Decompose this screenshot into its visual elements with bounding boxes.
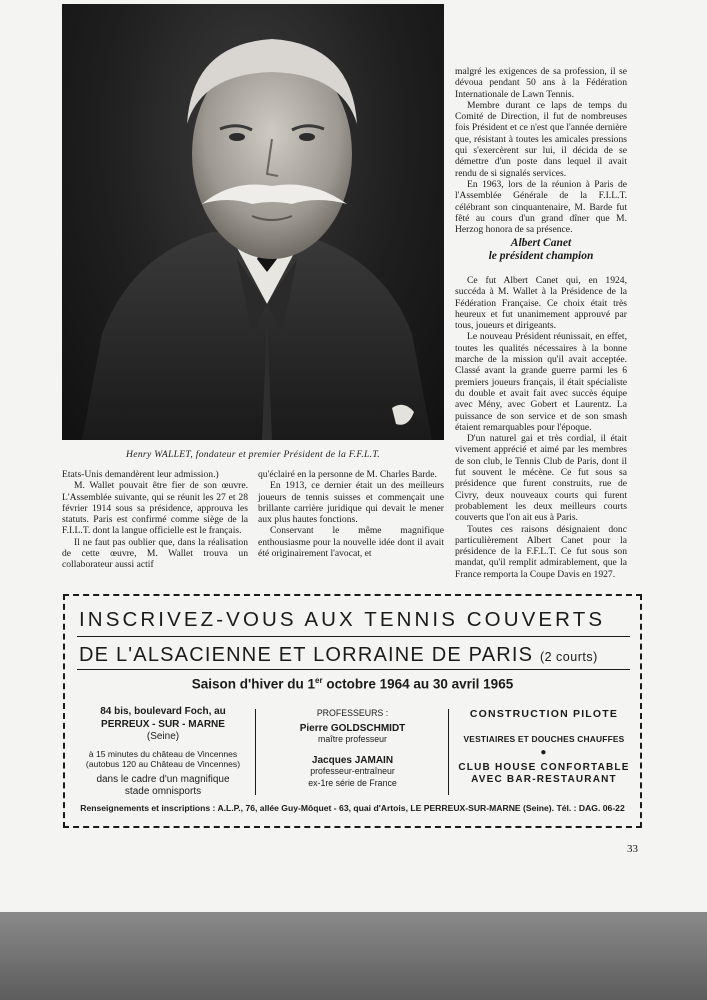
ad-season [65,676,640,692]
ad-teacher-title: professeur-entraîneur [310,766,395,776]
paragraph: D'un naturel gai et très cordial, il était vivement apprécié et aimé par les membres de son club, le Tennis Club de Paris, dont il fut souvent le mécène. Ce fut sous sa présidence que furent construits, rue de Civry, deux nouveaux courts qui furent probablement les deux meilleurs courts couverts que l'on ait eus à Paris. [455,433,627,524]
paragraph: Il ne faut pas oublier que, dans la réalisation de cette œuvre, M. Wallet trouva un collaborateur aussi actif [62,536,248,571]
ad-teacher-title: maître professeur [318,734,387,744]
ad-column-separator [448,709,449,795]
ad-season-sup: er [315,676,323,685]
section-heading-line1: Albert Canet [510,237,572,249]
ad-teachers-block [260,708,445,789]
advertisement-box [63,594,642,828]
ad-divider [77,636,630,637]
portrait-illustration [62,4,444,440]
ad-feature: AVEC BAR-RESTAURANT [471,774,617,785]
ad-address-block [73,706,253,799]
ad-access-line: (autobus 120 au Château de Vincennes) [85,759,241,769]
ad-setting-line: stade omnisports [124,786,202,797]
ad-access-line: à 15 minutes du château de Vincennes [88,748,238,759]
photo-caption: Henry WALLET, fondateur et premier Président de la F.F.L.T. [126,449,380,460]
ad-divider [77,669,630,670]
ad-feature: CONSTRUCTION PILOTE [469,708,619,720]
ad-courts-count: (2 courts) [539,650,598,664]
article-column-middle [258,469,444,559]
paragraph: En 1963, lors de la réunion à Paris de l'Assemblée Générale de la F.I.L.T. célébrant son cinquantenaire, M. Barde fut fêté au cours d'un grand dîner que M. Herzog honora de sa présence. [455,178,627,236]
section-heading [455,237,627,263]
portrait-photo [62,4,444,440]
scan-background [0,912,707,1000]
ad-teacher-title: ex-1re série de France [308,777,397,788]
ad-feature: VESTIAIRES ET DOUCHES CHAUFFES [463,734,625,744]
paragraph: En 1913, ce dernier était un des meilleurs joueurs de tennis suisses et commençait une brillante carrière juridique qui devait le mener aux plus hautes fonctions. [258,480,444,526]
paragraph: M. Wallet pouvait être fier de son œuvre. L'Assemblée suivante, qui se réunit les 27 et 28 février 1914 sous sa présidence, approuva les statuts. Paris est confirmé comme siège de la F.I.L.T. dont la langue officielle est le français. [62,480,248,537]
paragraph: malgré les exigences de sa profession, il se dévoua pendant 50 ans à la Fédération Internationale de Lawn Tennis. [455,66,627,100]
ad-headline-1: INSCRIVEZ-VOUS AUX TENNIS COUVERTS [79,608,606,631]
paragraph: Toutes ces raisons désignaient donc particulièrement Albert Canet pour la présidence de la F.F.L.T. Ce fut sous son mandat, qu'il remplit admirablement, que la France remporta la Coupe Davis en 1927. [455,523,627,580]
ad-column-separator [255,709,256,795]
paragraph: qu'éclairé en la personne de M. Charles Barde. [258,469,437,480]
section-heading-line2: le président champion [488,250,594,262]
ad-headline-2-text: DE L'ALSACIENNE ET LORRAINE DE PARIS [79,644,534,666]
ad-address-line: (Seine) [146,731,180,742]
ad-teachers-label: PROFESSEURS : [316,708,389,718]
paragraph: Etats-Unis demandèrent leur admission.) [62,469,219,480]
ad-teacher-name: Jacques JAMAIN [311,754,394,766]
ad-season-start: Saison d'hiver du 1 [191,676,316,692]
ad-headline-2 [79,644,627,667]
page-number: 33 [627,843,638,855]
ad-address-line: 84 bis, boulevard Foch, au [100,706,226,717]
paragraph: Le nouveau Président réunissait, en effet, toutes les qualités nécessaires à la bonne marche de la mission qu'il avait acceptée. Classé avant la grande guerre parmi les 6 premiers joueurs français, il était spécialiste du double et avait fait avec succès équipe avec Mény, avec Gobert et Laurentz. La puissance de son service et de son smash étaient remarquables pour l'époque. [455,331,627,433]
article-column-right-bottom [455,275,627,580]
ad-setting-line: dans le cadre d'un magnifique [96,773,230,785]
ad-contact-footer: Renseignements et inscriptions : A.L.P., 76, allée Guy-Môquet - 63, quai d'Artois, LE PERREUX-SUR-MARNE (Seine). Tél. : DAG. 06-22 [80,803,625,813]
ad-address-line: PERREUX - SUR - MARNE [101,718,225,730]
article-column-right-top [455,66,627,235]
paragraph: Conservant le même magnifique enthousiasme pour la nouvelle idée dont il avait été originairement l'avocat, et [258,525,444,560]
ad-teacher-name: Pierre GOLDSCHMIDT [299,722,406,734]
ad-season-end: octobre 1964 au 30 avril 1965 [322,676,514,692]
article-column-left [62,469,248,571]
paragraph: Ce fut Albert Canet qui, en 1924, succéda à M. Wallet à la Présidence de la Fédération Française. Ce choix était très heureux et fut unanimement approuvé par tous, joueurs et dirigeants. [455,275,627,332]
ad-bullet: ● [540,747,548,758]
ad-features-block [453,708,635,786]
paragraph: Membre durant ce laps de temps du Comité de Direction, il fut de nombreuses fois Président et ce n'est que l'année dernière que, résistant à toutes les amicales pressions qui s'exercèrent sur lui, il décida de se démettre d'un poste dans lequel il avait rendu de si signalés services. [455,99,627,179]
ad-feature: CLUB HOUSE CONFORTABLE [458,762,630,773]
